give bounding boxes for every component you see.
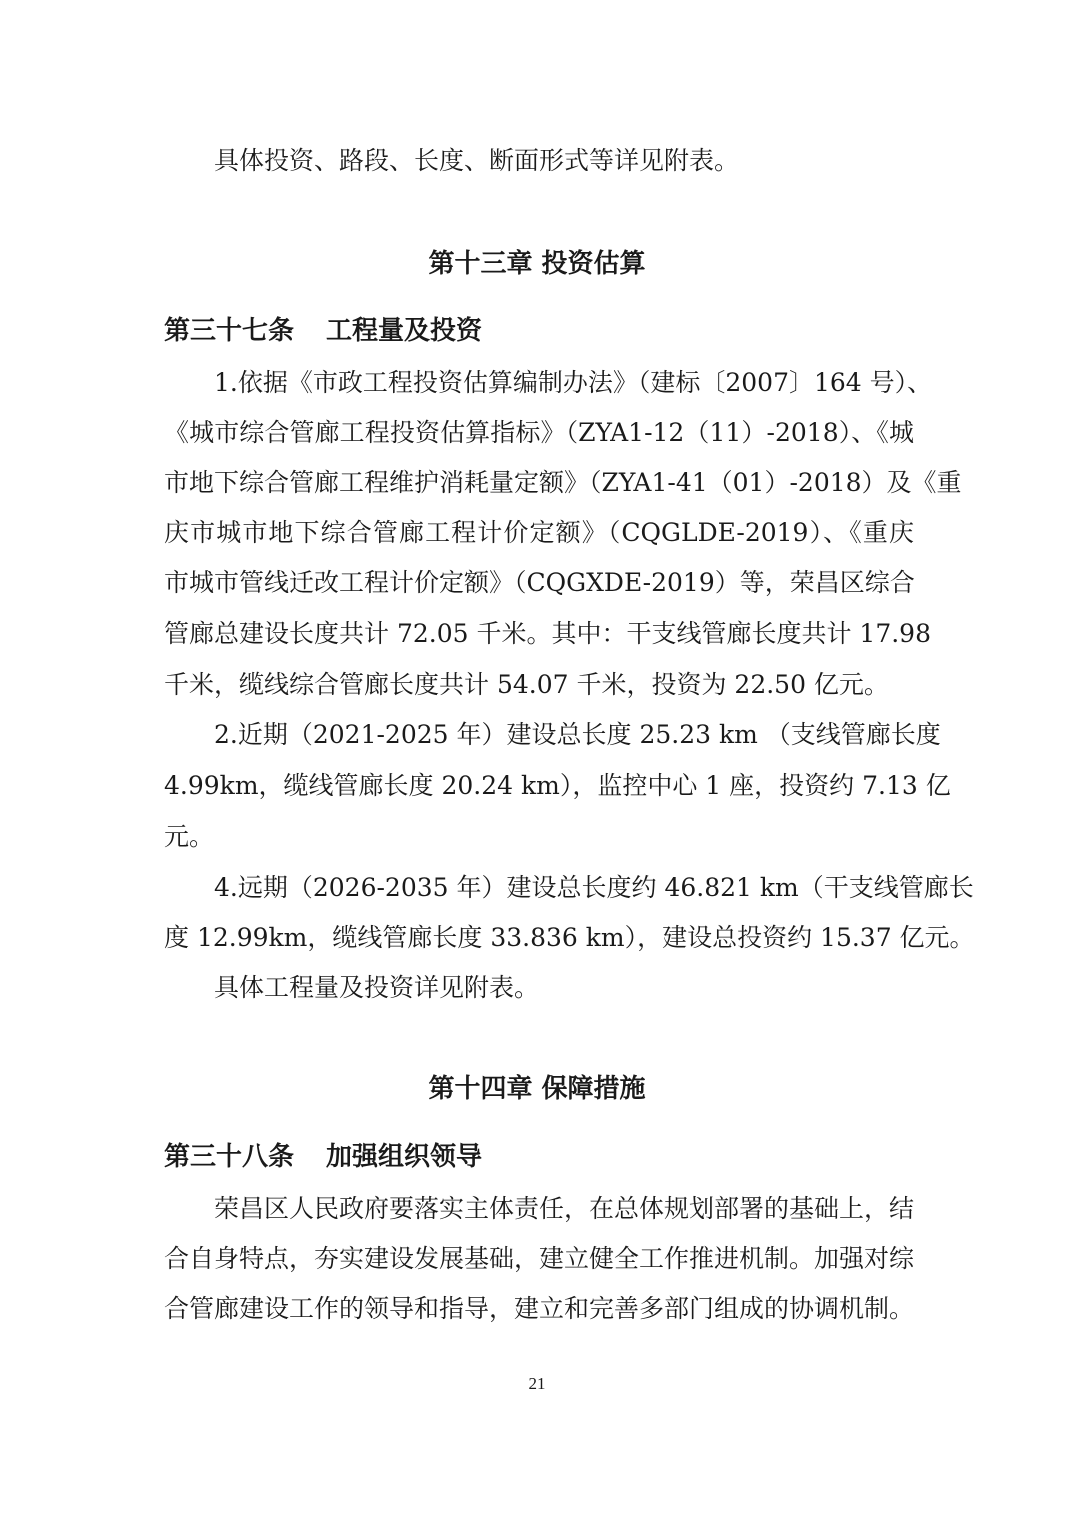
- paragraph-1-line: 市城市管线迁改工程计价定额》（CQGXDE-2019）等，荣昌区综合: [164, 568, 915, 597]
- paragraph-5: 具体工程量及投资详见附表。: [214, 973, 540, 1002]
- paragraph-4-line: 4.远期（2026-2035 年）建设总长度约 46.821 km（干支线管廊长: [214, 873, 974, 902]
- article-38-number: 第三十八条: [164, 1142, 295, 1172]
- paragraph-1-line: 千米，缆线综合管廊长度共计 54.07 千米，投资为 22.50 亿元。: [164, 670, 889, 699]
- chapter-13-heading: 第十三章 投资估算: [428, 249, 646, 279]
- article-38-heading: [164, 1139, 482, 1175]
- paragraph-2-line: 元。: [164, 822, 215, 851]
- paragraph-1-line: 庆市城市地下综合管廊工程计价定额》（CQGLDE-2019）、《重庆: [164, 518, 914, 547]
- paragraph-1-line: 管廊总建设长度共计 72.05 千米。其中：干支线管廊长度共计 17.98: [164, 619, 931, 648]
- chapter-14-heading: 第十四章 保障措施: [428, 1074, 646, 1104]
- paragraph-2-line: 2.近期（2021-2025 年）建设总长度 25.23 km （支线管廊长度: [214, 720, 941, 749]
- intro-paragraph: 具体投资、路段、长度、断面形式等详见附表。: [214, 146, 740, 175]
- paragraph-2-line: 4.99km，缆线管廊长度 20.24 km），监控中心 1 座，投资约 7.13 亿: [164, 771, 951, 800]
- page-number: 21: [528, 1374, 546, 1393]
- article-38-title: 加强组织领导: [326, 1142, 483, 1172]
- paragraph-6-line: 荣昌区人民政府要落实主体责任，在总体规划部署的基础上，结: [214, 1194, 915, 1223]
- paragraph-6-line: 合自身特点，夯实建设发展基础，建立健全工作推进机制。加强对综: [164, 1244, 915, 1273]
- paragraph-1-line: 1.依据《市政工程投资估算编制办法》（建标〔2007〕164 号）、: [214, 368, 933, 397]
- article-37-title: 工程量及投资: [326, 316, 483, 346]
- paragraph-1-line: 市地下综合管廊工程维护消耗量定额》（ZYA1-41（01）-2018）及《重: [164, 468, 962, 497]
- paragraph-6-line: 合管廊建设工作的领导和指导，建立和完善多部门组成的协调机制。: [164, 1294, 915, 1323]
- article-37-number: 第三十七条: [164, 316, 295, 346]
- article-37-heading: [164, 313, 482, 349]
- paragraph-4-line: 度 12.99km，缆线管廊长度 33.836 km），建设总投资约 15.37 亿元。: [164, 923, 975, 952]
- paragraph-1-line: 《城市综合管廊工程投资估算指标》（ZYA1-12（11）-2018）、《城: [164, 418, 914, 447]
